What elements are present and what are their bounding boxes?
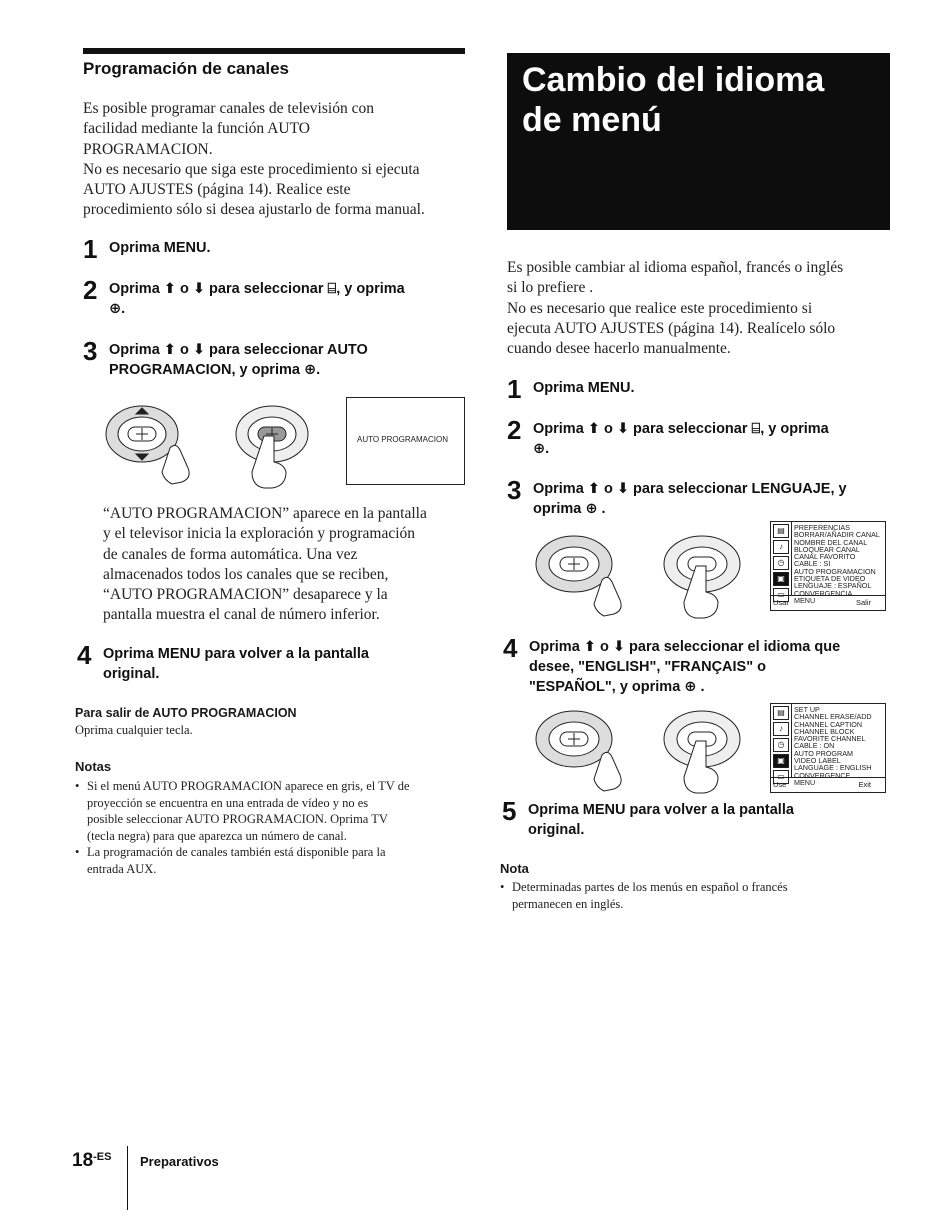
right-step-5 — [502, 796, 892, 840]
section-title: Programación de canales — [83, 59, 289, 78]
menu-icon: ▭ — [773, 588, 789, 602]
step-number: 2 — [507, 415, 522, 445]
note-heading: Nota — [500, 861, 529, 876]
menu-icon: ▤ — [773, 706, 789, 720]
text-line: cuando desee hacerlo manualmente. — [507, 340, 731, 358]
exit-heading: Para salir de AUTO PROGRAMACION — [75, 706, 297, 720]
text-line: “AUTO PROGRAMACION” aparece en la pantalla — [103, 505, 427, 522]
step-number: 1 — [507, 374, 522, 404]
left-intro — [83, 99, 468, 221]
step-number: 3 — [507, 475, 522, 505]
remote-press-illustration — [530, 705, 755, 795]
text-line: procedimiento sólo si desea ajustarlo de forma manual. — [83, 201, 425, 219]
remote-press-illustration — [530, 530, 755, 620]
text-line: AUTO AJUSTES (página 14). Realice este — [83, 181, 351, 199]
note-item: • Determinadas partes de los menús en español o francés permanecen en inglés. — [500, 879, 890, 912]
exit-text: Oprima cualquier tecla. — [75, 723, 193, 737]
footer-divider — [127, 1146, 128, 1210]
menu-icon: ♪ — [773, 722, 789, 736]
text-line: almacenados todos los canales que se reciben, — [103, 565, 389, 583]
menu-icon: ▤ — [773, 524, 789, 538]
text-line: No es necesario que siga este procedimiento si ejecuta — [83, 160, 420, 178]
right-intro — [507, 258, 892, 359]
left-notes — [75, 778, 465, 877]
step-number: 1 — [83, 234, 98, 264]
text-line: pantalla muestra el canal de número inferior. — [103, 606, 380, 624]
right-step-4 — [503, 633, 893, 697]
menu-footer: Usar Salir — [771, 595, 885, 610]
menu-lines: PREFERENCIAS BORRAR/AÑADIR CANAL NOMBRE DEL CANAL BLOQUEAR CANAL CANAL FAVORITO CABLE : SI AUTO PROGRAMACION ETIQUETA DE VIDEO LENGUAJE : ESPAÑOL CONVERGENCIA MENU — [794, 523, 880, 605]
menu-icon: ◷ — [773, 556, 789, 570]
step-number: 2 — [83, 275, 98, 305]
step-number: 4 — [77, 640, 92, 670]
text-line: de canales de forma automática. Una vez — [103, 545, 358, 563]
text-line: facilidad mediante la función AUTO — [83, 120, 310, 138]
left-step-3 — [83, 336, 463, 380]
step-text: Oprima ⬆ o ⬇ para seleccionar el idioma que desee, "ENGLISH", "FRANÇAIS" o "ESPAÑOL", y oprima ⊕ . — [529, 639, 841, 695]
note-item: • Si el menú AUTO PROGRAMACION aparece en gris, el TV de proyección se encuentra en una entrada de vídeo y no es posible seleccionar AUTO PROGRAMACION. Oprima TV (tecla negra) para que aparezca un número de canal. — [75, 778, 465, 844]
step-text: Oprima MENU para volver a la pantalla original. — [528, 802, 794, 838]
menu-icon: ▣ — [773, 754, 789, 768]
footer-section: Preparativos — [140, 1154, 219, 1169]
step-text: Oprima ⬆ o ⬇ para seleccionar AUTO PROGRAMACION, y oprima ⊕. — [109, 342, 368, 378]
top-rule — [83, 48, 465, 54]
step-text: Oprima ⬆ o ⬇ para seleccionar ⌸, y oprima ⊕. — [533, 421, 829, 457]
page-number: $18^{-ES}$ — [72, 1150, 112, 1171]
step-text: Oprima ⬆ o ⬇ para seleccionar ⌸, y oprima ⊕. — [109, 281, 405, 317]
left-step-4 — [77, 640, 467, 684]
text-line: Es posible cambiar al idioma español, francés o inglés — [507, 259, 844, 276]
left-step-2 — [83, 275, 463, 319]
menu-panel-spanish — [770, 521, 886, 611]
remote-pad-icon — [106, 406, 178, 462]
step-text: Oprima ⬆ o ⬇ para seleccionar LENGUAJE, y oprima ⊕ . — [533, 481, 847, 517]
step-number: 4 — [503, 633, 518, 663]
right-step-1 — [507, 374, 892, 404]
step-text: Oprima MENU. — [109, 240, 211, 256]
right-note — [500, 879, 890, 912]
text-line: si lo prefiere . — [507, 279, 594, 297]
menu-icon-column — [771, 522, 792, 599]
text-line: PROGRAMACION. — [83, 140, 213, 158]
note-item: • La programación de canales también está disponible para la entrada AUX. — [75, 844, 465, 877]
step-text: Oprima MENU para volver a la pantalla original. — [103, 646, 369, 682]
left-step-1 — [83, 234, 463, 264]
step-number: 3 — [83, 336, 98, 366]
text-line: “AUTO PROGRAMACION” desaparece y la — [103, 586, 388, 604]
screen-text: AUTO PROGRAMACION — [357, 435, 448, 444]
text-line: y el televisor inicia la exploración y programación — [103, 525, 416, 543]
step-text: Oprima MENU. — [533, 380, 635, 396]
notes-heading: Notas — [75, 759, 112, 774]
left-description — [103, 504, 468, 626]
menu-icon: ▣ — [773, 572, 789, 586]
right-step-3 — [507, 475, 892, 519]
text-line: Es posible programar canales de televisión con — [83, 100, 374, 117]
menu-footer: Use Exit — [771, 777, 885, 792]
tv-screen-preview — [346, 397, 465, 485]
menu-icon-column — [771, 704, 792, 781]
menu-lines: SET UP CHANNEL ERASE/ADD CHANNEL CAPTION CHANNEL BLOCK FAVORITE CHANNEL CABLE : ON AUTO PROGRAM VIDEO LABEL LANGUAGE : ENGLISH CONVERGENCE MENU — [794, 705, 872, 787]
menu-icon: ♪ — [773, 540, 789, 554]
menu-icon: ◷ — [773, 738, 789, 752]
menu-icon: ▭ — [773, 770, 789, 784]
menu-panel-english — [770, 703, 886, 793]
text-line: No es necesario que realice este procedimiento si — [507, 299, 813, 317]
text-line: ejecuta AUTO AJUSTES (página 14). Realícelo sólo — [507, 319, 836, 337]
right-step-2 — [507, 415, 892, 459]
remote-press-illustration — [100, 400, 320, 490]
step-number: 5 — [502, 796, 517, 826]
hero-title: Cambio del idioma de menú — [522, 61, 825, 139]
